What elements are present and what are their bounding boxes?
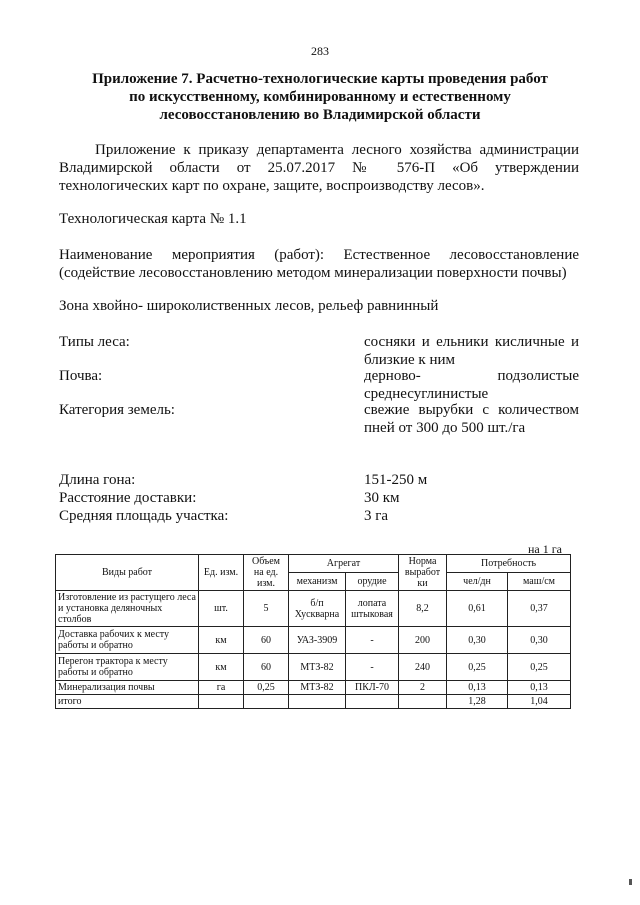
forest-types-value: сосняки и ельники кисличные и близкие к ним	[364, 334, 579, 368]
title-line: по искусственному, комбинированному и естественному	[129, 89, 511, 105]
total-row	[56, 695, 571, 709]
soil-value: дерново- подзолистые среднесуглинистые	[364, 368, 579, 402]
cell-total-man-days: 1,28	[447, 695, 508, 709]
soil-label: Почва:	[59, 368, 103, 384]
table-row	[56, 627, 571, 654]
cell-name: Перегон трактора к месту работы и обратно	[56, 654, 199, 681]
intro-paragraph: Приложение к приказу департамента лесного хозяйства администрации Владимирской области от 25.07.2017 № 576-П «Об утверждении технологических карт по охране, защите, воспроизводству лесов».	[59, 142, 579, 194]
cell-unit: га	[199, 681, 244, 695]
cell-mechanism: МТЗ-82	[289, 681, 346, 695]
avg-area-label: Средняя площадь участка:	[59, 508, 229, 524]
cell-total-machine-shifts: 1,04	[508, 695, 571, 709]
cell-volume: 60	[244, 627, 289, 654]
land-category-value: свежие вырубки с количеством пней от 300 до 500 шт./га	[364, 402, 579, 436]
header-tool: орудие	[346, 573, 399, 591]
avg-area-value: 3 га	[364, 508, 389, 524]
unit-note: на 1 га	[528, 542, 562, 556]
cell-volume: 5	[244, 591, 289, 627]
cell-empty	[199, 695, 244, 709]
cell-machine-shifts: 0,13	[508, 681, 571, 695]
cell-name: Доставка рабочих к месту работы и обратно	[56, 627, 199, 654]
header-unit: Ед. изм.	[199, 555, 244, 591]
cell-norm: 8,2	[399, 591, 447, 627]
title-line: лесовосстановлению во Владимирской области	[159, 107, 481, 123]
header-aggregate: Агрегат	[289, 555, 399, 573]
tech-card-title: Технологическая карта № 1.1	[59, 211, 247, 227]
cell-machine-shifts: 0,25	[508, 654, 571, 681]
run-length-label: Длина гона:	[59, 472, 136, 488]
cell-norm: 2	[399, 681, 447, 695]
scan-mark	[629, 879, 632, 885]
cell-unit: шт.	[199, 591, 244, 627]
header-norm: Норма выработ ки	[399, 555, 447, 591]
cell-volume: 60	[244, 654, 289, 681]
delivery-distance-value: 30 км	[364, 490, 400, 506]
cell-volume: 0,25	[244, 681, 289, 695]
cell-mechanism: УАЗ-3909	[289, 627, 346, 654]
header-man-days: чел/дн	[447, 573, 508, 591]
cell-empty	[346, 695, 399, 709]
cell-tool: -	[346, 627, 399, 654]
header-machine-shifts: маш/см	[508, 573, 571, 591]
forest-types-label: Типы леса:	[59, 334, 130, 350]
cell-mechanism: б/п Хускварна	[289, 591, 346, 627]
title-line: Приложение 7. Расчетно-технологические карты проведения работ	[92, 71, 548, 87]
document-title	[60, 70, 580, 124]
run-length-value: 151-250 м	[364, 472, 428, 488]
activity-name: Наименование мероприятия (работ): Естественное лесовосстановление (содействие лесовосстановлению методом минерализации поверхности почвы)	[59, 247, 579, 281]
cell-machine-shifts: 0,30	[508, 627, 571, 654]
cell-man-days: 0,61	[447, 591, 508, 627]
page-number: 283	[311, 44, 329, 58]
cell-man-days: 0,25	[447, 654, 508, 681]
work-table	[55, 554, 571, 709]
cell-mechanism: МТЗ-82	[289, 654, 346, 681]
cell-name: Изготовление из растущего леса и установка деляночных столбов	[56, 591, 199, 627]
cell-man-days: 0,30	[447, 627, 508, 654]
cell-name: Минерализация почвы	[56, 681, 199, 695]
cell-unit: км	[199, 627, 244, 654]
cell-total-label: итого	[56, 695, 199, 709]
land-category-label: Категория земель:	[59, 402, 175, 418]
cell-tool: -	[346, 654, 399, 681]
delivery-distance-label: Расстояние доставки:	[59, 490, 197, 506]
header-mechanism: механизм	[289, 573, 346, 591]
table-row	[56, 681, 571, 695]
header-volume: Объем на ед. изм.	[244, 555, 289, 591]
cell-empty	[244, 695, 289, 709]
cell-unit: км	[199, 654, 244, 681]
cell-norm: 240	[399, 654, 447, 681]
cell-tool: лопата штыковая	[346, 591, 399, 627]
zone-description: Зона хвойно- широколиственных лесов, рельеф равнинный	[59, 298, 439, 314]
cell-man-days: 0,13	[447, 681, 508, 695]
cell-empty	[289, 695, 346, 709]
table-row	[56, 654, 571, 681]
cell-norm: 200	[399, 627, 447, 654]
header-need: Потребность	[447, 555, 571, 573]
table-row	[56, 591, 571, 627]
cell-empty	[399, 695, 447, 709]
cell-tool: ПКЛ-70	[346, 681, 399, 695]
cell-machine-shifts: 0,37	[508, 591, 571, 627]
header-work-types: Виды работ	[56, 555, 199, 591]
